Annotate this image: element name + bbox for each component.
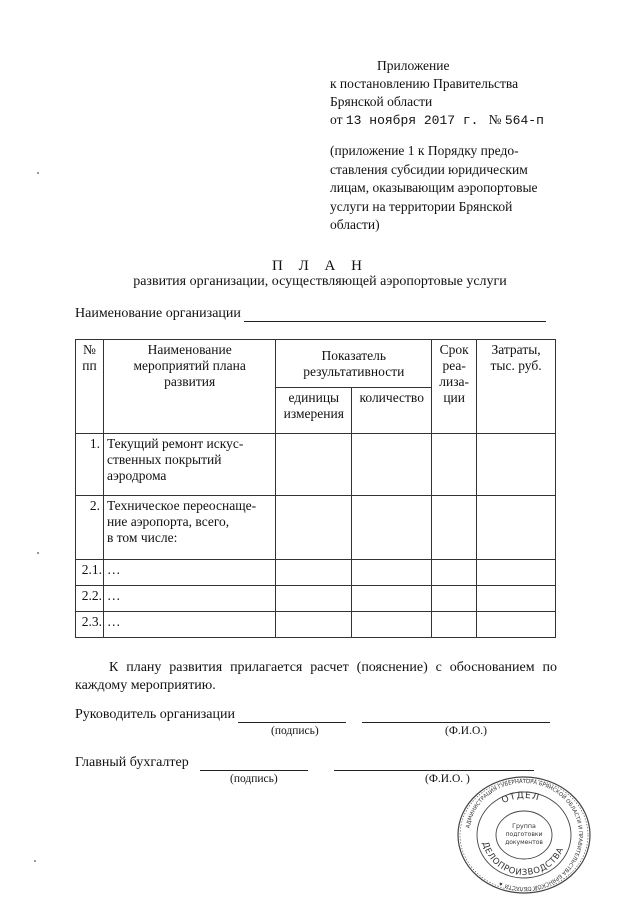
- row-name: …: [103, 586, 275, 612]
- header-num: № пп: [76, 340, 104, 434]
- cell-cost: [477, 612, 556, 638]
- annex-number: 564-п: [504, 113, 544, 128]
- cell-quantity: [352, 496, 432, 560]
- svg-text:документов: документов: [505, 839, 543, 846]
- cell-cost: [477, 434, 556, 496]
- row-num: 1.: [76, 434, 104, 496]
- note-line: услуги на территории Брянской: [330, 198, 513, 214]
- plan-table: [75, 339, 556, 638]
- head-signature-blank: [238, 708, 346, 723]
- header-cost: Затраты, тыс. руб.: [477, 340, 556, 434]
- header-term: Срок реа- лиза- ции: [432, 340, 477, 434]
- svg-text:подготовки: подготовки: [505, 831, 543, 838]
- head-fio-blank: [362, 708, 550, 723]
- note-line: лицам, оказывающим аэропортовые: [330, 180, 538, 195]
- row-num: 2.: [76, 496, 104, 560]
- row-num: 2.1.: [76, 560, 104, 586]
- svg-text:Группа: Группа: [512, 823, 536, 830]
- header-quantity: количество: [352, 388, 432, 434]
- note-line: (приложение 1 к Порядку предо-: [330, 143, 519, 158]
- plan-subtitle: развития организации, осуществляющей аэропортовые услуги: [133, 274, 507, 289]
- cell-term: [432, 586, 477, 612]
- accountant-fio-blank: [334, 756, 534, 771]
- accountant-signature-caption: (подпись): [230, 773, 278, 785]
- table-row: [76, 434, 556, 496]
- cell-cost: [477, 586, 556, 612]
- head-signature-line: [75, 707, 550, 723]
- row-name: Текущий ремонт искус- ственных покрытий аэродрома: [103, 434, 275, 496]
- svg-text:ОТДЕЛ: ОТДЕЛ: [500, 790, 541, 806]
- plan-title: П Л А Н: [272, 258, 368, 274]
- accountant-signature-line: [75, 755, 534, 771]
- cell-units: [276, 612, 352, 638]
- cell-cost: [477, 560, 556, 586]
- note-line: ставления субсидии юридическим: [330, 161, 528, 177]
- organization-label: Наименование организации: [75, 306, 241, 321]
- cell-units: [276, 560, 352, 586]
- organization-blank: [244, 307, 546, 322]
- annex-note: [330, 142, 570, 235]
- cell-quantity: [352, 612, 432, 638]
- row-name: …: [103, 560, 275, 586]
- cell-term: [432, 434, 477, 496]
- annex-header: [330, 57, 544, 130]
- row-num: 2.3.: [76, 612, 104, 638]
- scan-speck: [37, 172, 39, 174]
- row-num: 2.2.: [76, 586, 104, 612]
- annex-number-prefix: №: [488, 112, 502, 127]
- header-units: единицы измерения: [276, 388, 352, 434]
- table-row: [76, 496, 556, 560]
- cell-cost: [477, 496, 556, 560]
- head-label: Руководитель организации: [75, 707, 235, 722]
- scan-speck: [37, 552, 39, 554]
- header-indicator: Показатель результативности: [276, 340, 432, 388]
- cell-quantity: [352, 586, 432, 612]
- annex-line-2: к постановлению Правительства: [330, 76, 519, 91]
- note-line: области): [330, 217, 380, 232]
- cell-units: [276, 434, 352, 496]
- accountant-fio-caption: (Ф.И.О. ): [425, 773, 470, 785]
- row-name: Техническое переоснаще- ние аэропорта, всего, в том числе:: [103, 496, 275, 560]
- office-stamp: [456, 775, 592, 895]
- annex-line-3: Брянской области: [330, 94, 433, 109]
- table-row: [76, 586, 556, 612]
- annex-date: 13 ноября 2017 г.: [345, 113, 479, 128]
- annex-date-prefix: от: [330, 112, 343, 127]
- cell-term: [432, 612, 477, 638]
- table-row: [76, 560, 556, 586]
- cell-term: [432, 496, 477, 560]
- head-fio-caption: (Ф.И.О.): [445, 725, 487, 737]
- cell-term: [432, 560, 477, 586]
- attachment-paragraph: К плану развития прилагается расчет (пояснение) с обоснованием по каждому мероприятию.: [75, 660, 557, 693]
- cell-units: [276, 586, 352, 612]
- cell-quantity: [352, 434, 432, 496]
- annex-date-line: [330, 111, 544, 130]
- organization-name-line: [75, 306, 546, 322]
- accountant-signature-blank: [200, 756, 308, 771]
- cell-units: [276, 496, 352, 560]
- table-row: [76, 612, 556, 638]
- cell-quantity: [352, 560, 432, 586]
- head-signature-caption: (подпись): [271, 725, 319, 737]
- header-name: Наименование мероприятий плана развития: [103, 340, 275, 434]
- svg-text:ДЕЛОПРОИЗВОДСТВА: ДЕЛОПРОИЗВОДСТВА: [479, 840, 567, 879]
- scan-speck: [34, 860, 36, 862]
- accountant-label: Главный бухгалтер: [75, 755, 189, 770]
- annex-title: Приложение: [377, 58, 450, 73]
- row-name: …: [103, 612, 275, 638]
- svg-text:АДМИНИСТРАЦИЯ ГУБЕРНАТОРА БРЯН: АДМИНИСТРАЦИЯ ГУБЕРНАТОРА БРЯНСКОЙ ОБЛАСТИ И ПРАВИТЕЛЬСТВА БРЯНСКОЙ ОБЛАСТИ ★: [465, 778, 584, 892]
